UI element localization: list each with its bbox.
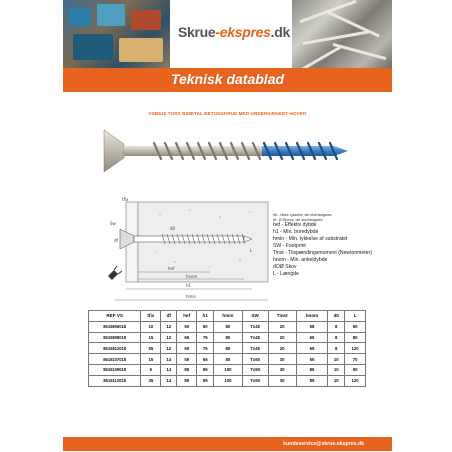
col-header: hmin	[214, 311, 242, 322]
table-cell: 100	[214, 364, 242, 375]
table-cell: 12	[161, 332, 177, 343]
table-header-row	[89, 311, 366, 322]
col-header: hnom	[296, 311, 327, 322]
table-cell: 65	[296, 332, 327, 343]
installation-diagram	[100, 192, 280, 314]
table-cell: 12	[161, 343, 177, 354]
table-cell: 85	[296, 375, 327, 386]
table-cell: 30	[268, 354, 296, 365]
legend	[273, 213, 393, 277]
table-cell: Tx45	[242, 321, 268, 332]
col-header: L	[345, 311, 366, 322]
table-cell: 65	[296, 343, 327, 354]
table-cell: 30	[268, 364, 296, 375]
table-cell: 80	[214, 321, 242, 332]
screw-head	[104, 130, 124, 172]
table-cell: 14	[161, 354, 177, 365]
table-cell: 10	[328, 375, 345, 386]
table-cell: 10	[328, 364, 345, 375]
table-cell: 20	[268, 321, 296, 332]
footer-email-link[interactable]: kundeservice@skrue-ekspres.dk	[283, 441, 364, 447]
table-cell: 65	[177, 332, 197, 343]
product-title: VSB615 TORX BIMETAL BETONSKRUE MED UNDERSÆNKET HOVED	[148, 111, 307, 116]
table-cell: 85	[177, 375, 197, 386]
table-cell: 60	[197, 321, 214, 332]
legend-item: L - Længde	[273, 270, 299, 277]
legend-item: SW - Footprint	[273, 242, 306, 249]
col-header: REF VS	[89, 311, 141, 322]
logo-text: Skrue-ekspres.dk	[178, 24, 290, 40]
table-cell: 80	[345, 332, 366, 343]
table-cell: 80	[214, 332, 242, 343]
table-cell: Tx50	[242, 375, 268, 386]
table-cell: 75	[197, 343, 214, 354]
table-cell: 55	[141, 343, 161, 354]
table-cell: 20	[268, 332, 296, 343]
col-header: hef	[177, 311, 197, 322]
table-cell: 65	[197, 354, 214, 365]
table-cell: 90	[345, 364, 366, 375]
col-header: h1	[197, 311, 214, 322]
table-row	[89, 321, 366, 332]
banner	[63, 68, 392, 92]
col-header: d0	[328, 311, 345, 322]
banner-title: Teknisk datablad	[170, 71, 285, 87]
table-cell: Tx50	[242, 354, 268, 365]
ref-cell: 8615806018	[89, 321, 141, 332]
screw-photo	[92, 122, 362, 180]
legend-item: hmin - Min. tykkelse af substratet	[273, 236, 348, 242]
table-row	[89, 332, 366, 343]
col-header: df	[161, 311, 177, 322]
col-header: tfix	[141, 311, 161, 322]
table-cell: 95	[197, 375, 214, 386]
label-d0: d0	[170, 226, 176, 231]
table-cell: 14	[161, 364, 177, 375]
ref-cell: 8615112018	[89, 375, 141, 386]
ref-cell: 8615812018	[89, 343, 141, 354]
table-cell: 85	[177, 364, 197, 375]
table-cell: 30	[268, 375, 296, 386]
ref-cell: 8615107018	[89, 354, 141, 365]
legend-note: tfix - Maks. tykkelse, der skal fastgøres	[273, 213, 332, 217]
brand-logo[interactable]	[170, 14, 292, 54]
legend-item: hnom - Min. ankeldybde	[273, 256, 328, 263]
table-cell: 20	[268, 343, 296, 354]
table-cell: 85	[296, 364, 327, 375]
legend-item: dOØ Skov	[273, 263, 297, 270]
table-cell: 14	[161, 375, 177, 386]
spec-table	[88, 310, 366, 387]
table-cell: Tx45	[242, 343, 268, 354]
legend-note: df - Ø Skoven, der skal fastgøres	[273, 217, 323, 222]
table-cell: Tx50	[242, 364, 268, 375]
table-row	[89, 343, 366, 354]
header-photo-screws	[292, 0, 392, 68]
table-cell: 5	[141, 364, 161, 375]
torque-wrench-icon	[108, 266, 122, 280]
table-cell: 95	[197, 364, 214, 375]
table-cell: 55	[177, 354, 197, 365]
label-l: L	[250, 248, 253, 253]
table-cell: 80	[214, 343, 242, 354]
table-cell: 120	[345, 375, 366, 386]
ref-cell: 8615109018	[89, 364, 141, 375]
header-photo-tools	[63, 0, 170, 68]
label-hef: hef	[168, 266, 175, 271]
label-hnom: hnom	[186, 274, 198, 279]
table-cell: 55	[296, 354, 327, 365]
label-tfix: tfix	[122, 197, 129, 202]
table-row	[89, 354, 366, 365]
table-row	[89, 375, 366, 386]
table-cell: 120	[345, 343, 366, 354]
table-cell: 8	[328, 321, 345, 332]
table-cell: 58	[296, 321, 327, 332]
table-cell: 50	[177, 321, 197, 332]
col-header: Tinst	[268, 311, 296, 322]
table-cell: 60	[345, 321, 366, 332]
label-h1: h1	[186, 283, 192, 288]
label-df: df	[114, 238, 118, 243]
table-row	[89, 364, 366, 375]
table-cell: 8	[328, 332, 345, 343]
table-cell: 8	[328, 343, 345, 354]
legend-item: hef - Effektiv dybde	[273, 222, 317, 229]
label-hmin: hmin	[186, 294, 197, 299]
legend-item: Tinst - Tilspændingsmoment (Newtonmeter)	[273, 249, 372, 256]
table-cell: 10	[141, 321, 161, 332]
table-cell: 75	[197, 332, 214, 343]
ref-cell: 8615808018	[89, 332, 141, 343]
col-header: SW	[242, 311, 268, 322]
legend-item: h1 - Min. boredybde	[273, 229, 319, 236]
table-cell: 70	[345, 354, 366, 365]
table-cell: 80	[214, 354, 242, 365]
table-cell: 100	[214, 375, 242, 386]
table-cell: 65	[177, 343, 197, 354]
table-cell: 12	[161, 321, 177, 332]
table-cell: 15	[141, 354, 161, 365]
label-sw: Sw	[110, 221, 116, 226]
table-cell: 35	[141, 375, 161, 386]
table-cell: 10	[328, 354, 345, 365]
table-cell: Tx45	[242, 332, 268, 343]
table-cell: 15	[141, 332, 161, 343]
